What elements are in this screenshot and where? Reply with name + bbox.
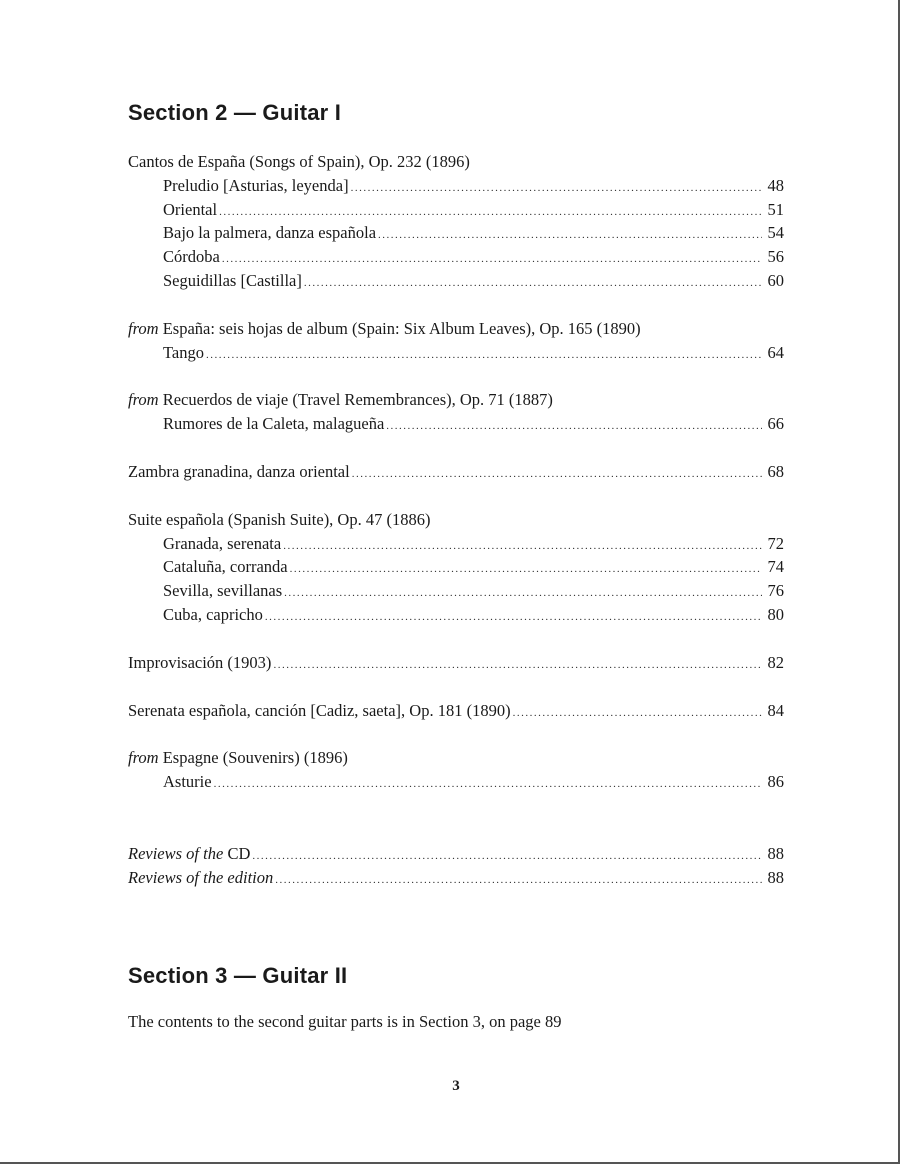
leader-dots xyxy=(378,224,762,248)
leader-dots xyxy=(222,248,762,272)
toc-heading xyxy=(128,388,784,412)
toc-item[interactable] xyxy=(128,221,784,245)
toc-heading-text: Cantos de España (Songs of Spain), Op. 232 (1896) xyxy=(128,152,470,171)
toc-item-reviews-cd[interactable] xyxy=(128,842,784,866)
leader-dots xyxy=(351,177,762,201)
section-3-note: The contents to the second guitar parts is in Section 3, on page 89 xyxy=(128,1012,562,1031)
leader-dots xyxy=(206,344,762,368)
leader-dots xyxy=(513,702,762,726)
toc-group-serenata-espanola xyxy=(128,699,784,723)
toc-item-title: Sevilla, sevillanas xyxy=(163,581,283,601)
toc-heading-text: Recuerdos de viaje (Travel Remembrances), Op. 71 (1887) xyxy=(162,390,553,410)
toc-item[interactable] xyxy=(128,198,784,222)
toc-heading-text: Espagne (Souvenirs) (1896) xyxy=(162,748,348,768)
leader-dots xyxy=(275,869,762,893)
toc-heading xyxy=(128,746,784,770)
toc-item[interactable] xyxy=(128,269,784,293)
section-3-title: Section 3 — Guitar II xyxy=(128,963,348,988)
toc-item-title: Cuba, capricho xyxy=(163,604,263,624)
toc-heading xyxy=(128,150,784,174)
toc-item-title: Zambra granadina, danza oriental xyxy=(128,461,350,481)
toc-item-page: 88 xyxy=(767,843,784,863)
toc-item-title: Improvisación (1903) xyxy=(128,652,272,672)
leader-dots xyxy=(352,463,762,487)
toc-item-title: Asturie xyxy=(163,772,212,792)
toc-item-title: Cataluña, corranda xyxy=(163,557,288,577)
toc-item-title: Preludio [Asturias, leyenda] xyxy=(163,175,349,195)
toc-group-improvisacion xyxy=(128,651,784,675)
toc-group-suite-espanola xyxy=(128,508,784,627)
toc-item-title: Serenata española, canción [Cadiz, saeta], Op. 181 (1890) xyxy=(128,700,511,720)
toc-item-title: Córdoba xyxy=(163,247,220,267)
toc-item[interactable] xyxy=(128,532,784,556)
toc-group-recuerdos-de-viaje xyxy=(128,388,784,436)
section-2-title: Section 2 — Guitar I xyxy=(128,100,342,125)
toc-heading xyxy=(128,317,784,341)
toc-item-page: 60 xyxy=(767,270,784,290)
leader-dots xyxy=(214,773,762,797)
spacer xyxy=(128,818,784,842)
toc-heading-prefix: from xyxy=(128,318,159,338)
toc-item-page: 80 xyxy=(767,604,784,624)
toc-item[interactable] xyxy=(128,699,784,723)
toc-item[interactable] xyxy=(128,770,784,794)
leader-dots xyxy=(290,558,762,582)
toc-item-title: Tango xyxy=(163,342,205,362)
toc-item-page: 88 xyxy=(767,867,784,887)
toc-heading-prefix: from xyxy=(128,748,159,768)
toc-item[interactable] xyxy=(128,460,784,484)
toc-group-zambra-granadina xyxy=(128,460,784,484)
toc-item-page: 82 xyxy=(767,652,784,672)
toc-group-espagne xyxy=(128,746,784,794)
leader-dots xyxy=(265,606,762,630)
toc-item-page: 64 xyxy=(767,342,784,362)
leader-dots xyxy=(304,272,762,296)
toc-item-title-tail: CD xyxy=(227,843,251,863)
toc-item-title: Seguidillas [Castilla] xyxy=(163,270,302,290)
toc-item[interactable] xyxy=(128,651,784,675)
toc-item-page: 74 xyxy=(767,557,784,577)
toc-item-page: 51 xyxy=(767,199,784,219)
page-number: 3 xyxy=(452,1078,460,1094)
toc-item-page: 68 xyxy=(767,461,784,481)
leader-dots xyxy=(283,535,762,559)
toc-item-page: 54 xyxy=(767,223,784,243)
toc-item-page: 66 xyxy=(767,414,784,434)
toc-item[interactable] xyxy=(128,412,784,436)
toc-item-page: 72 xyxy=(767,533,784,553)
toc-group-cantos-de-espana xyxy=(128,150,784,293)
leader-dots xyxy=(273,654,762,678)
toc-item-page: 56 xyxy=(767,247,784,267)
toc-item-page: 76 xyxy=(767,581,784,601)
toc-item[interactable] xyxy=(128,579,784,603)
toc-heading-prefix: from xyxy=(128,390,159,410)
toc-item-title: Reviews of the edition xyxy=(128,867,274,887)
toc-item-page: 86 xyxy=(767,772,784,792)
toc-item[interactable] xyxy=(128,174,784,198)
table-of-contents xyxy=(128,150,784,914)
leader-dots xyxy=(252,845,762,869)
toc-item[interactable] xyxy=(128,555,784,579)
toc-item-title: Bajo la palmera, danza española xyxy=(163,223,377,243)
toc-item[interactable] xyxy=(128,245,784,269)
toc-item-reviews-edition[interactable] xyxy=(128,866,784,890)
toc-item[interactable] xyxy=(128,341,784,365)
leader-dots xyxy=(284,582,762,606)
leader-dots xyxy=(386,415,762,439)
toc-item-title: Oriental xyxy=(163,199,218,219)
toc-item-title: Granada, serenata xyxy=(163,533,282,553)
toc-item-title: Reviews of the xyxy=(128,843,224,863)
toc-heading-text: España: seis hojas de album (Spain: Six Album Leaves), Op. 165 (1890) xyxy=(162,318,641,338)
toc-heading-text: Suite española (Spanish Suite), Op. 47 (1886) xyxy=(128,509,431,529)
toc-item-page: 84 xyxy=(767,700,784,720)
toc-group-reviews xyxy=(128,842,784,890)
toc-heading xyxy=(128,508,784,532)
toc-item[interactable] xyxy=(128,603,784,627)
toc-item-page: 48 xyxy=(767,175,784,195)
toc-item-title: Rumores de la Caleta, malagueña xyxy=(163,414,385,434)
toc-group-espana xyxy=(128,317,784,365)
